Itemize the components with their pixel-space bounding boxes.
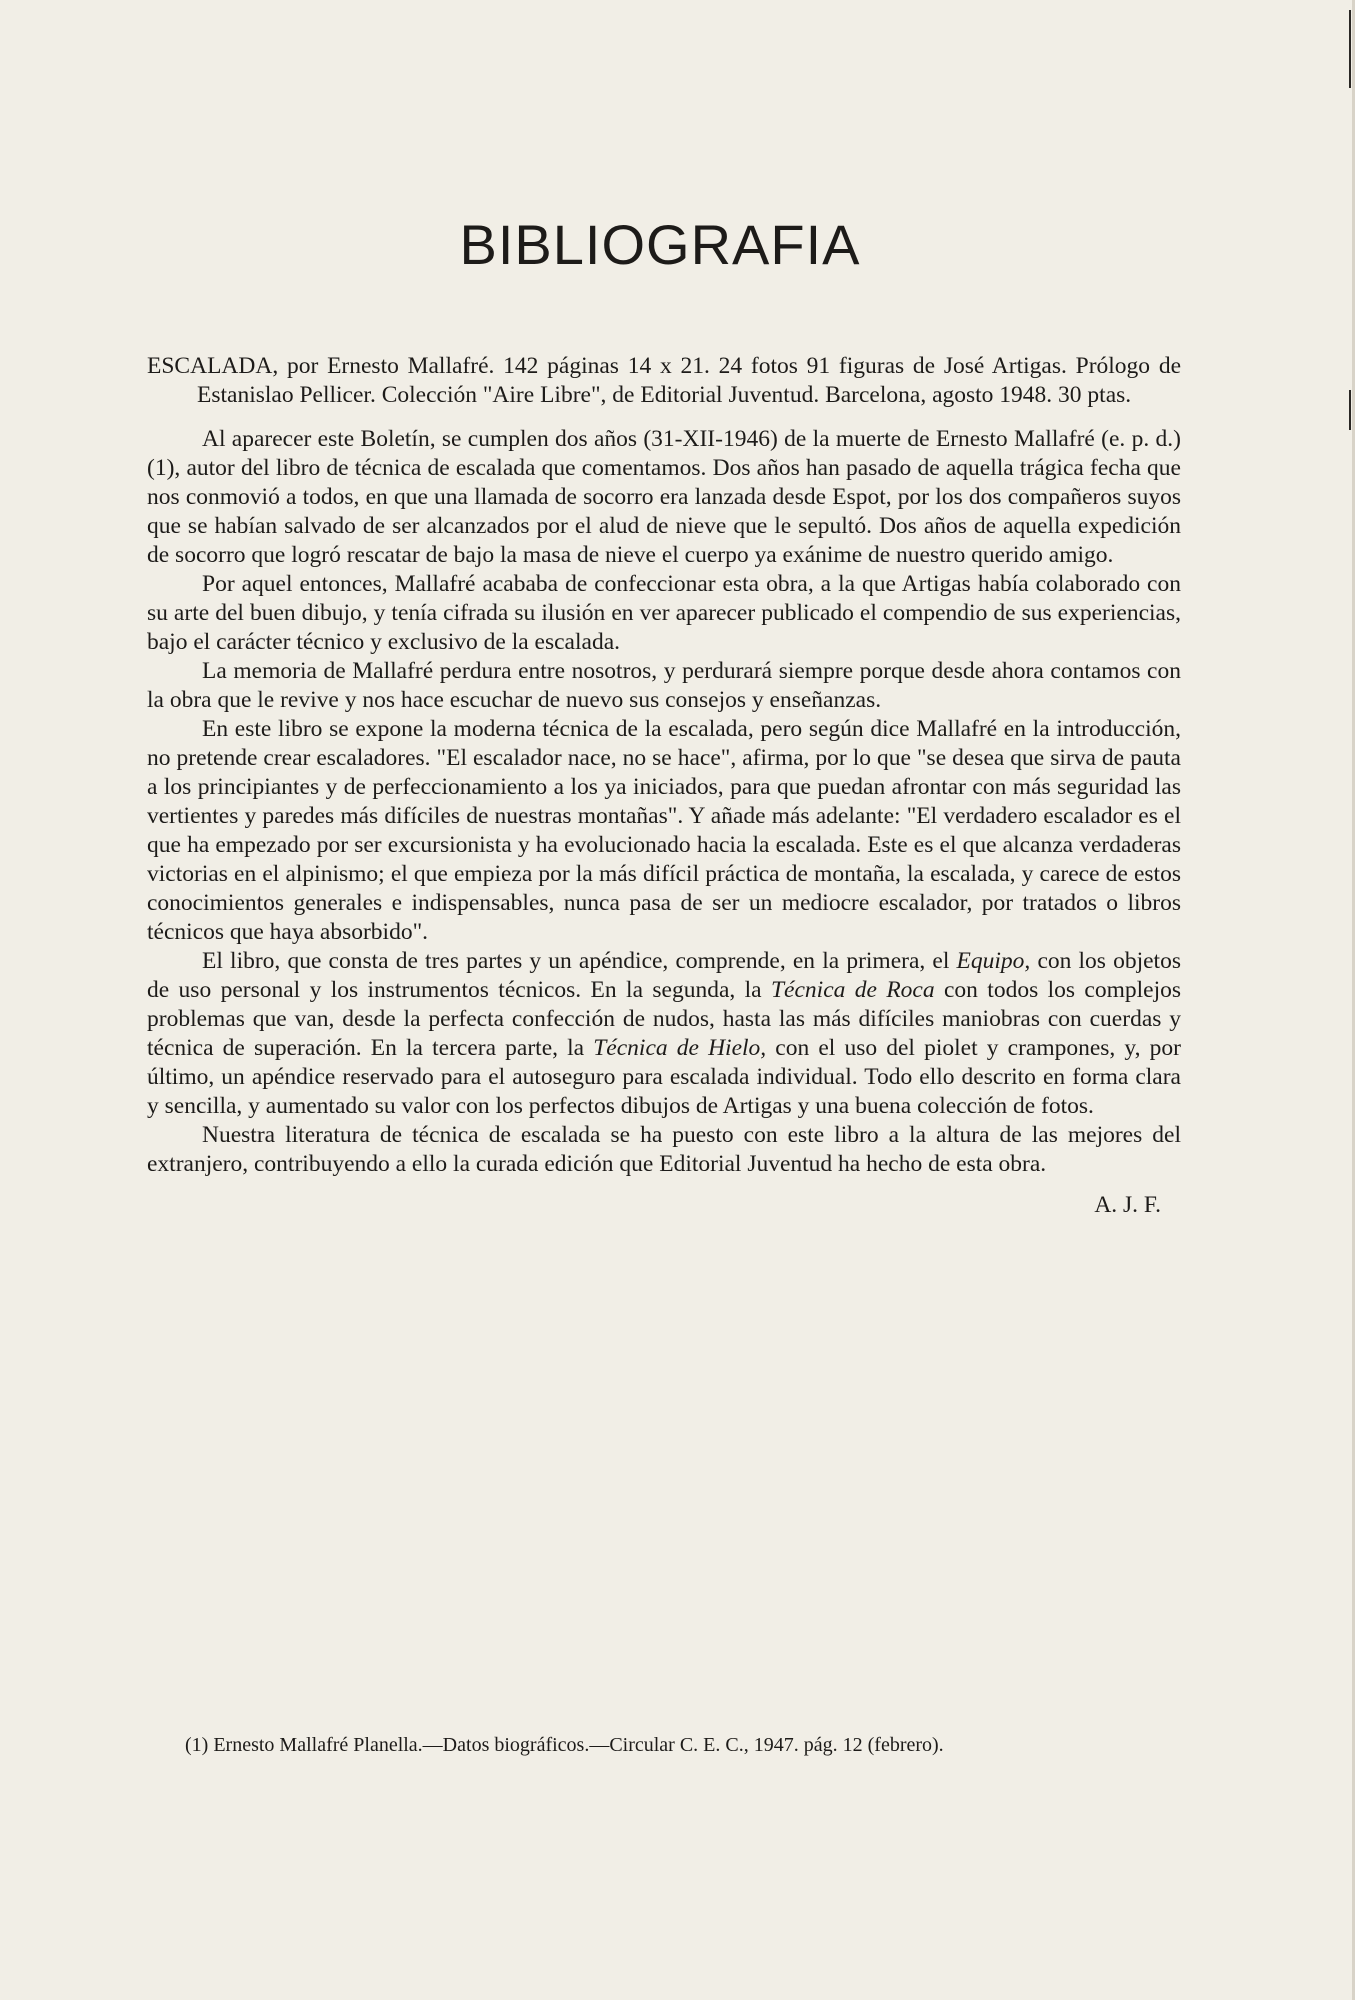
italic-term-tecnica-hielo: Técnica de Hielo, <box>593 1035 767 1061</box>
italic-term-equipo: Equipo, <box>956 948 1031 974</box>
italic-term-tecnica-roca: Técnica de Roca <box>770 977 935 1003</box>
edge-mark <box>1349 10 1351 88</box>
footnote: (1) Ernesto Mallafré Planella.—Datos biográficos.—Circular C. E. C., 1947. pág. 12 (febrero). <box>185 1734 944 1756</box>
text-run: El libro, que consta de tres partes y un apéndice, comprende, en la primera, el <box>202 948 957 974</box>
edge-mark <box>1349 390 1351 430</box>
author-signature: A. J. F. <box>1094 1192 1161 1218</box>
paragraph: Por aquel entonces, Mallafré acababa de confeccionar esta obra, a la que Artigas había colaborado con su arte del buen dibujo, y tenía cifrada su ilusión en ver aparecer publicado el compendio de sus experiencias, bajo el carácter técnico y exclusivo de la escalada. <box>147 571 1181 655</box>
page-title: BIBLIOGRAFIA <box>459 213 861 276</box>
paragraph: Al aparecer este Boletín, se cumplen dos años (31-XII-1946) de la muerte de Ernesto Mallafré (e. p. d.) (1), autor del libro de técnica de escalada que comentamos. Dos años han pasado de aquella trágica fecha que nos conmovió a todos, en que una llamada de socorro era lanzada desde Espot, por los dos compañeros suyos que se habían salvado de ser alcanzados por el alud de nieve que le sepultó. Dos años de aquella expedición de socorro que logró rescatar de bajo la masa de nieve el cuerpo ya exánime de nuestro querido amigo. <box>147 426 1181 568</box>
paragraph: Nuestra literatura de técnica de escalada se ha puesto con este libro a la altura de las mejores del extranjero, contribuyendo a ello la curada edición que Editorial Juventud ha hecho de esta obra. <box>147 1122 1181 1177</box>
bibliographic-entry: ESCALADA, por Ernesto Mallafré. 142 páginas 14 x 21. 24 fotos 91 figuras de José Artigas. Prólogo de Estanislao Pellicer. Colección "Aire Libre", de Editorial Juventud. Barcelona, agosto 1948. 30 ptas. <box>147 353 1181 408</box>
paragraph: La memoria de Mallafré perdura entre nosotros, y perdurará siempre porque desde ahora contamos con la obra que le revive y nos hace escuchar de nuevo sus consejos y enseñanzas. <box>147 658 1181 713</box>
text-run: con todos los complejos problemas que van, desde la perfecta confección de nudos, hasta las más difíciles maniobras con cuerdas y técnica de superación. En la tercera parte, la <box>147 977 1182 1061</box>
article-body <box>147 352 1181 1220</box>
paragraph-libro <box>147 947 1181 1121</box>
text-run: con los objetos de uso personal y los instrumentos técnicos. En la segunda, la <box>147 948 1181 1003</box>
text-run: con el uso del piolet y crampones, y, por último, un apéndice reservado para el autoseguro para escalada individual. Todo ello descrito en forma clara y sencilla, y aumentado su valor con los perfectos dibujos de Artigas y una buena colección de fotos. <box>147 1035 1181 1119</box>
paragraph: En este libro se expone la moderna técnica de la escalada, pero según dice Mallafré en la introducción, no pretende crear escaladores. "El escalador nace, no se hace", afirma, por lo que "se desea que sirva de pauta a los principiantes y de perfeccionamiento a los ya iniciados, para que puedan afrontar con más seguridad las vertientes y paredes más difíciles de nuestras montañas". Y añade más adelante: "El verdadero escalador es el que ha empezado por ser excursionista y ha evolucionado hacia la escalada. Este es el que alcanza verdaderas victorias en el alpinismo; el que empieza por la más difícil práctica de montaña, la escalada, y carece de estos conocimientos generales e indispensables, nunca pasa de ser un mediocre escalador, por tratados o libros técnicos que haya absorbido". <box>147 716 1181 945</box>
